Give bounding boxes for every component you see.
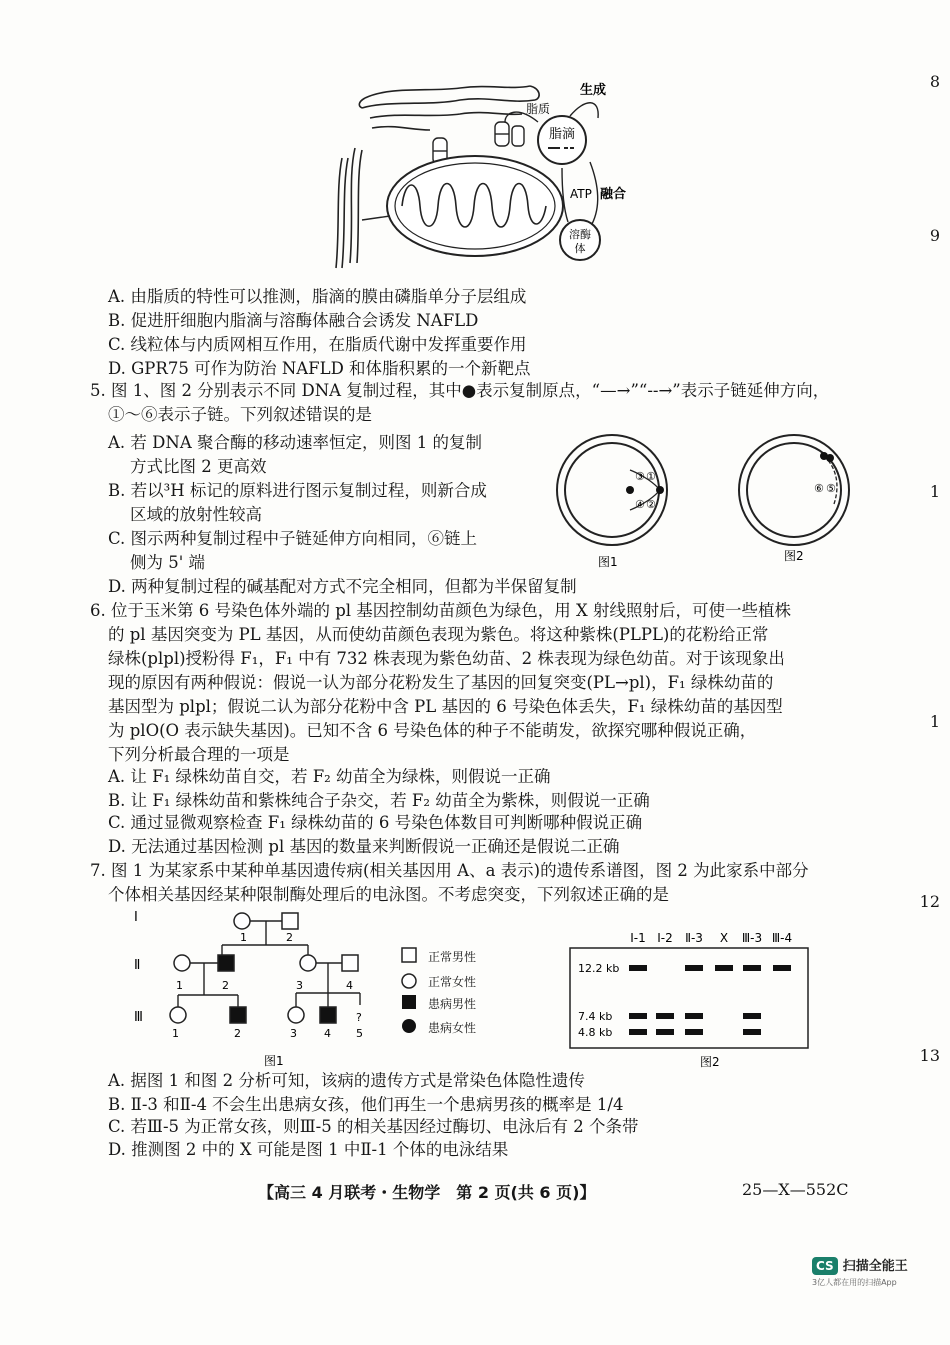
ind-label: 2 xyxy=(234,1027,241,1040)
q4-option-c: C. 线粒体与内质网相互作用，在脂质代谢中发挥重要作用 xyxy=(108,335,527,354)
q6-line-1: 6. 位于玉米第 6 号染色体外端的 pl 基因控制幼苗颜色为绿色，用 X 射线照射后，可使一些植株 xyxy=(90,601,792,620)
pedigree-I1-normal-female xyxy=(234,913,250,929)
legend-symbols xyxy=(400,946,420,1036)
legend-normal-male-icon xyxy=(402,948,416,962)
cs-logo-icon: CS xyxy=(812,1257,838,1275)
pedigree-II3-normal-female xyxy=(300,955,316,971)
ind-label: 4 xyxy=(346,979,353,992)
margin-number: 12 xyxy=(919,892,940,911)
q5-option-a-2: 方式比图 2 更高效 xyxy=(130,457,267,476)
dna-figure-1 xyxy=(550,434,700,574)
margin-number: 9 xyxy=(929,226,940,245)
q6-line-5: 基因型为 plpl；假说二认为部分花粉中含 PL 基因的 6 号染色体丢失，F₁ 绿株幼苗的基因型 xyxy=(108,697,783,716)
fusion-label: 融合 xyxy=(600,187,627,202)
ind-label: 4 xyxy=(324,1027,331,1040)
gel-band xyxy=(715,965,733,971)
legend-affected-male-icon xyxy=(402,995,416,1009)
gel-band xyxy=(743,1029,761,1035)
gel-size-label: 4.8 kb xyxy=(578,1026,613,1039)
ind-label: 1 xyxy=(240,931,247,944)
gel-lane-label: Ⅰ-1 xyxy=(630,931,646,945)
gel-size-label: 12.2 kb xyxy=(578,962,620,975)
gel-lane-label: Ⅲ-3 xyxy=(741,931,763,945)
gen-label-III: Ⅲ xyxy=(134,1010,143,1025)
q4-option-a: A. 由脂质的特性可以推测，脂滴的膜由磷脂单分子层组成 xyxy=(108,287,527,306)
pedigree-III4-affected-male xyxy=(320,1007,336,1023)
gel-lane-label: Ⅰ-2 xyxy=(657,931,673,945)
gel-lane-label: X xyxy=(719,931,729,945)
gen-label-II: Ⅱ xyxy=(134,958,141,973)
pedigree-III1-normal-female xyxy=(170,1007,186,1023)
gel-band xyxy=(685,1029,703,1035)
dna-figure-2 xyxy=(732,434,862,574)
q5-option-c-2: 侧为 5' 端 xyxy=(130,553,206,572)
pedigree-caption: 图1 xyxy=(264,1054,284,1068)
q5-option-d: D. 两种复制过程的碱基配对方式不完全相同，但都为半保留复制 xyxy=(108,577,577,596)
q5-option-b-1: B. 若以³H 标记的原料进行图示复制过程，则新合成 xyxy=(108,481,487,500)
gen-label-I: Ⅰ xyxy=(134,910,138,925)
scanner-tagline: 3亿人都在用的扫描App xyxy=(812,1278,897,1287)
lipid-label: 脂质 xyxy=(526,102,551,116)
q7-stem-1: 7. 图 1 为某家系中某种单基因遗传病(相关基因用 A、a 表示)的遗传系谱图，图 2 为此家系中部分 xyxy=(90,861,809,880)
lysosome-label-2: 体 xyxy=(574,242,586,255)
q6-option-d: D. 无法通过基因检测 pl 基因的数量来判断假说一正确还是假说二正确 xyxy=(108,837,620,856)
q6-option-c: C. 通过显微观察检查 F₁ 绿株幼苗的 6 号染色体数目可判断哪种假说正确 xyxy=(108,813,643,832)
q4-option-b: B. 促进肝细胞内脂滴与溶酶体融合会诱发 NAFLD xyxy=(108,311,479,330)
gel-lane-label: Ⅲ-4 xyxy=(771,931,793,945)
gel-band xyxy=(656,1029,674,1035)
pedigree-II2-affected-male xyxy=(218,955,234,971)
atp-label: ATP xyxy=(570,187,592,201)
strand-5: ⑤ xyxy=(826,482,836,495)
ind-label: 3 xyxy=(296,979,303,992)
gel-size-label: 7.4 kb xyxy=(578,1010,613,1023)
pedigree-I2-normal-male xyxy=(282,913,298,929)
strand-3: ③ xyxy=(635,470,645,483)
margin-number: 8 xyxy=(929,72,940,91)
q5-option-b-2: 区域的放射性较高 xyxy=(130,505,262,524)
strand-6: ⑥ xyxy=(814,482,824,495)
gel-band xyxy=(629,965,647,971)
q7-option-a: A. 据图 1 和图 2 分析可知，该病的遗传方式是常染色体隐性遗传 xyxy=(108,1071,585,1090)
fig1-caption: 图1 xyxy=(598,555,618,569)
q7-option-c: C. 若Ⅲ-5 为正常女孩，则Ⅲ-5 的相关基因经过酶切、电泳后有 2 个条带 xyxy=(108,1117,639,1136)
ind-label: 3 xyxy=(290,1027,297,1040)
legend-affected-male: 患病男性 xyxy=(428,997,477,1011)
strand-2: ② xyxy=(646,498,656,511)
pedigree-III3-normal-female xyxy=(288,1007,304,1023)
gel-band xyxy=(629,1013,647,1019)
legend-normal-female: 正常女性 xyxy=(428,975,477,989)
q4-option-d: D. GPR75 可作为防治 NAFLD 和体脂积累的一个新靶点 xyxy=(108,359,531,378)
strand-4: ④ xyxy=(635,498,645,511)
fig2-caption: 图2 xyxy=(784,549,804,563)
gel-figure xyxy=(568,928,813,1073)
pedigree-figure xyxy=(130,905,390,1075)
pedigree-III2-affected-male xyxy=(230,1007,246,1023)
gel-band xyxy=(743,965,761,971)
gel-lane-label: Ⅱ-3 xyxy=(685,931,703,945)
page-footer: 【高三 4 月联考・生物学 第 2 页(共 6 页)】 xyxy=(258,1183,596,1202)
legend-normal-female-icon xyxy=(402,974,416,988)
scanner-name: 扫描全能王 xyxy=(842,1259,908,1274)
ind-label: 1 xyxy=(176,979,183,992)
strand-1: ① xyxy=(646,470,656,483)
q5-stem-2: ①～⑥表示子链。下列叙述错误的是 xyxy=(108,405,372,424)
gel-band xyxy=(773,965,791,971)
margin-number: 13 xyxy=(919,1046,940,1065)
q6-line-2: 的 pl 基因突变为 PL 基因，从而使幼苗颜色表现为紫色。将这种紫株(PLPL)的花粉给正常 xyxy=(108,625,769,644)
q6-line-3: 绿株(plpl)授粉得 F₁，F₁ 中有 732 株表现为紫色幼苗、2 株表现为绿色幼苗。对于该现象出 xyxy=(108,649,785,668)
pedigree-II1-normal-female xyxy=(174,955,190,971)
legend-affected-female: 患病女性 xyxy=(428,1021,477,1035)
cell-organelle-figure xyxy=(300,78,640,278)
ind-label: 2 xyxy=(222,979,229,992)
q7-stem-2: 个体相关基因经某种限制酶处理后的电泳图。不考虑突变，下列叙述正确的是 xyxy=(108,885,669,904)
gel-caption: 图2 xyxy=(700,1055,720,1069)
q7-option-b: B. Ⅱ-3 和Ⅱ-4 不会生出患病女孩，他们再生一个患病男孩的概率是 1/4 xyxy=(108,1095,624,1114)
q5-option-c-1: C. 图示两种复制过程中子链延伸方向相同，⑥链上 xyxy=(108,529,478,548)
q6-option-b: B. 让 F₁ 绿株幼苗和紫株纯合子杂交，若 F₂ 幼苗全为紫株，则假说一正确 xyxy=(108,791,650,810)
lipid-droplet xyxy=(538,116,586,164)
q6-line-6: 为 plO(O 表示缺失基因)。已知不含 6 号染色体的种子不能萌发，欲探究哪种假说正确， xyxy=(108,721,757,740)
lysosome-label-1: 溶酶 xyxy=(569,228,591,241)
q6-option-a: A. 让 F₁ 绿株幼苗自交，若 F₂ 幼苗全为绿株，则假说一正确 xyxy=(108,767,551,786)
droplet-label: 脂滴 xyxy=(548,127,576,142)
legend-normal-male: 正常男性 xyxy=(428,950,477,964)
mitochondrion xyxy=(387,156,563,256)
q5-stem-1: 5. 图 1、图 2 分别表示不同 DNA 复制过程，其中●表示复制原点，“—→”“--→”表示子链延伸方向， xyxy=(90,381,830,400)
unknown-mark: ? xyxy=(356,1011,362,1024)
gel-band xyxy=(656,1013,674,1019)
gel-band xyxy=(685,1013,703,1019)
exam-code: 25—X—552C xyxy=(742,1180,849,1199)
legend-affected-female-icon xyxy=(402,1019,416,1033)
q5-option-a-1: A. 若 DNA 聚合酶的移动速率恒定，则图 1 的复制 xyxy=(108,433,482,452)
ind-label: 1 xyxy=(172,1027,179,1040)
scanner-watermark xyxy=(812,1255,908,1288)
gel-band xyxy=(629,1029,647,1035)
margin-number: 1 xyxy=(929,712,940,731)
margin-number: 1 xyxy=(929,482,940,501)
q6-line-4: 现的原因有两种假说：假说一认为部分花粉发生了基因的回复突变(PL→pl)，F₁ 绿株幼苗的 xyxy=(108,673,774,692)
q6-line-7: 下列分析最合理的一项是 xyxy=(108,745,290,764)
ind-label: 2 xyxy=(286,931,293,944)
gel-band xyxy=(743,1013,761,1019)
pedigree-II4-normal-male xyxy=(342,955,358,971)
generate-label: 生成 xyxy=(580,83,607,98)
lysosome xyxy=(560,220,600,260)
gel-band xyxy=(685,965,703,971)
q7-option-d: D. 推测图 2 中的 X 可能是图 1 中Ⅱ-1 个体的电泳结果 xyxy=(108,1140,509,1159)
ind-label: 5 xyxy=(356,1027,363,1040)
